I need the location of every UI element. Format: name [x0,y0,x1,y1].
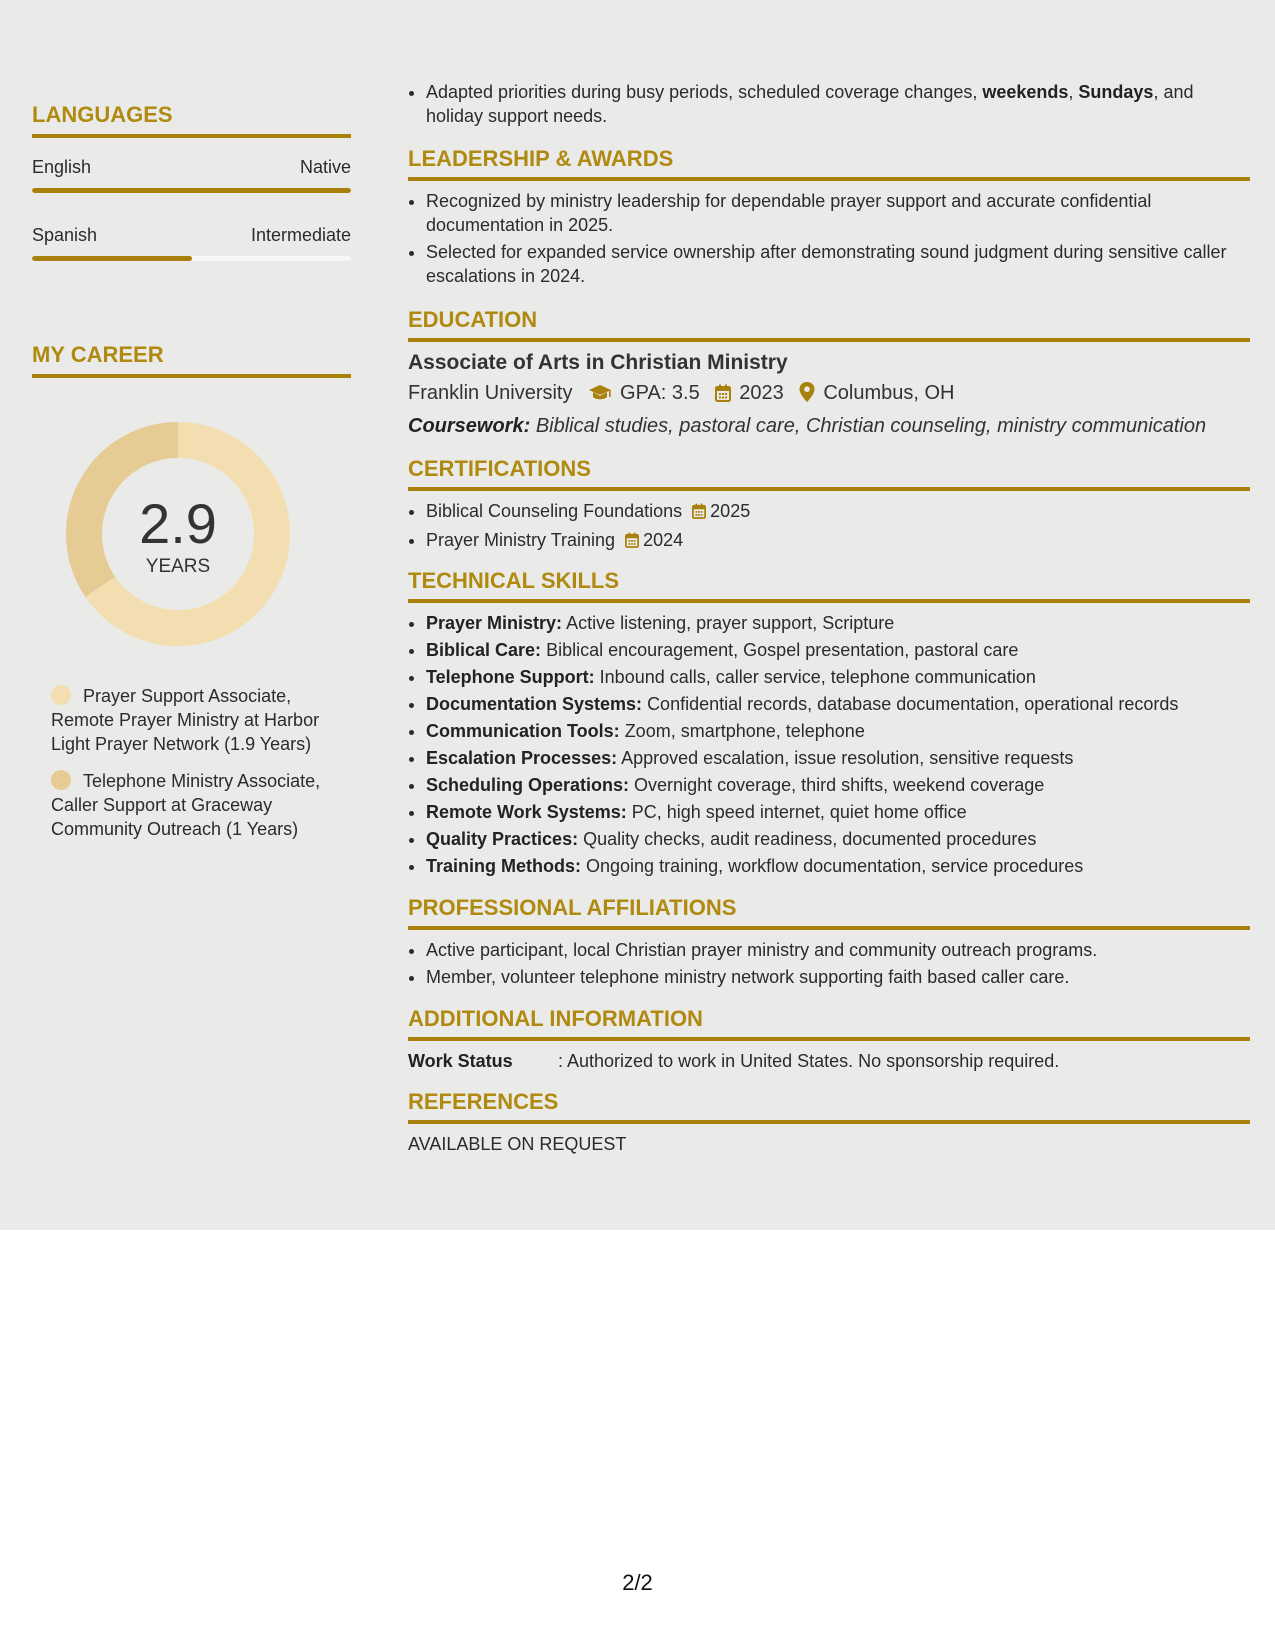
leadership-bullet: • Selected for expanded service ownership after demonstrating sound judgment during sensitive caller escalations in 2024. [426,240,1250,288]
location-pin-icon [799,382,815,409]
work-status-value: : Authorized to work in United States. No sponsorship required. [558,1051,1060,1071]
calendar-icon [625,530,639,554]
career-total-years: 2.9 [139,492,217,555]
education-meta [408,380,1250,409]
languages-heading: LANGUAGES [32,102,351,138]
skill-item [426,611,1250,635]
certification-name: Prayer Ministry Training [426,530,616,550]
skill-item [426,638,1250,662]
skill-label: Remote Work Systems: [426,802,627,822]
certifications-section [408,456,1250,557]
career-section [32,342,351,378]
certification-year: 2024 [643,530,684,550]
education-section [408,307,1250,439]
graduation-cap-icon [588,383,612,409]
leadership-heading: LEADERSHIP & AWARDS [408,146,1250,181]
language-item [32,224,351,261]
references-section [408,1089,1250,1156]
skill-label: Prayer Ministry: [426,613,563,633]
bullet-bold-text: weekends [982,82,1069,102]
coursework-label: Coursework: [408,415,531,437]
language-proficiency-bar [32,256,351,261]
language-proficiency-bar [32,188,351,193]
skill-label: Quality Practices: [426,829,579,849]
language-name: Spanish [32,225,98,245]
certifications-heading: CERTIFICATIONS [408,456,1250,491]
language-level: Intermediate [250,225,351,245]
career-legend [51,684,351,854]
calendar-icon [715,383,731,409]
education-gpa: GPA: 3.5 [620,382,700,404]
skill-item [426,692,1250,716]
bullet-text: , [1068,82,1079,102]
education-heading: EDUCATION [408,307,1250,342]
bullet-text: , and holiday support needs. [426,82,1194,126]
leadership-bullet: • Recognized by ministry leadership for dependable prayer support and accurate confidential documentation in 2025. [426,189,1250,237]
career-total-unit: YEARS [145,556,211,577]
skill-label: Documentation Systems: [426,694,643,714]
certification-year: 2025 [710,501,751,521]
skill-value: Biblical encouragement, Gospel presentation, pastoral care [546,640,1019,660]
skill-label: Scheduling Operations: [426,775,630,795]
skill-value: Confidential records, database documentation, operational records [647,694,1179,714]
skill-item [426,665,1250,689]
skill-item [426,827,1250,851]
skill-value: Approved escalation, issue resolution, sensitive requests [621,748,1074,768]
references-heading: REFERENCES [408,1089,1250,1124]
additional-info-section [408,1006,1250,1073]
skill-label: Training Methods: [426,856,581,876]
career-legend-label: Prayer Support Associate, Remote Prayer Ministry at Harbor Light Prayer Network (1.9 Years) [51,686,320,754]
skill-item [426,854,1250,878]
skill-label: Escalation Processes: [426,748,618,768]
skill-value: Zoom, smartphone, telephone [624,721,865,741]
skill-item [426,773,1250,797]
work-status-row [408,1049,1250,1073]
bullet-text: Adapted priorities during busy periods, scheduled coverage changes, [426,82,983,102]
legend-dot-icon [51,685,71,705]
skills-section [408,568,1250,881]
language-proficiency-fill [32,188,351,193]
skill-label: Biblical Care: [426,640,542,660]
language-level: Native [299,157,351,177]
education-degree: Associate of Arts in Christian Ministry [408,351,788,374]
affiliation-bullet: • Active participant, local Christian prayer ministry and community outreach programs. [426,938,1250,962]
experience-continued [408,80,1250,131]
career-legend-item [51,684,351,756]
skills-heading: TECHNICAL SKILLS [408,568,1250,603]
skill-value: PC, high speed internet, quiet home office [631,802,967,822]
affiliation-bullet: • Member, volunteer telephone ministry network supporting faith based caller care. [426,965,1250,989]
affiliations-heading: PROFESSIONAL AFFILIATIONS [408,895,1250,930]
leadership-section [408,146,1250,291]
skill-value: Ongoing training, workflow documentation, service procedures [586,856,1084,876]
education-year: 2023 [739,382,784,404]
career-legend-item [51,769,351,841]
career-heading: MY CAREER [32,342,351,378]
skill-item [426,746,1250,770]
education-location: Columbus, OH [823,382,955,404]
skill-item [426,719,1250,743]
bullet-bold-text: Sundays [1078,82,1154,102]
affiliations-section [408,895,1250,992]
skill-value: Active listening, prayer support, Scripture [566,613,895,633]
page-number: 2/2 [622,1570,653,1595]
skill-label: Telephone Support: [426,667,595,687]
career-legend-label: Telephone Ministry Associate, Caller Support at Graceway Community Outreach (1 Years) [51,771,321,839]
additional-info-heading: ADDITIONAL INFORMATION [408,1006,1250,1041]
language-proficiency-fill [32,256,192,261]
certification-item [426,528,1250,554]
coursework-text: Biblical studies, pastoral care, Christian counseling, ministry communication [535,415,1207,437]
skill-label: Communication Tools: [426,721,620,741]
career-donut-chart [66,422,290,646]
skill-value: Inbound calls, caller service, telephone communication [599,667,1036,687]
certification-name: Biblical Counseling Foundations [426,501,683,521]
certification-item [426,499,1250,525]
skill-value: Quality checks, audit readiness, documented procedures [583,829,1037,849]
skill-item [426,800,1250,824]
language-item [32,156,351,193]
languages-section [32,102,351,261]
legend-dot-icon [51,770,71,790]
education-coursework [408,413,1250,439]
education-school: Franklin University [408,382,573,404]
references-text: AVAILABLE ON REQUEST [408,1134,627,1154]
language-name: English [32,157,92,177]
skill-value: Overnight coverage, third shifts, weekend coverage [634,775,1045,795]
calendar-icon [692,501,706,525]
work-status-label: Work Status [408,1051,513,1071]
experience-bullet [426,80,1250,128]
